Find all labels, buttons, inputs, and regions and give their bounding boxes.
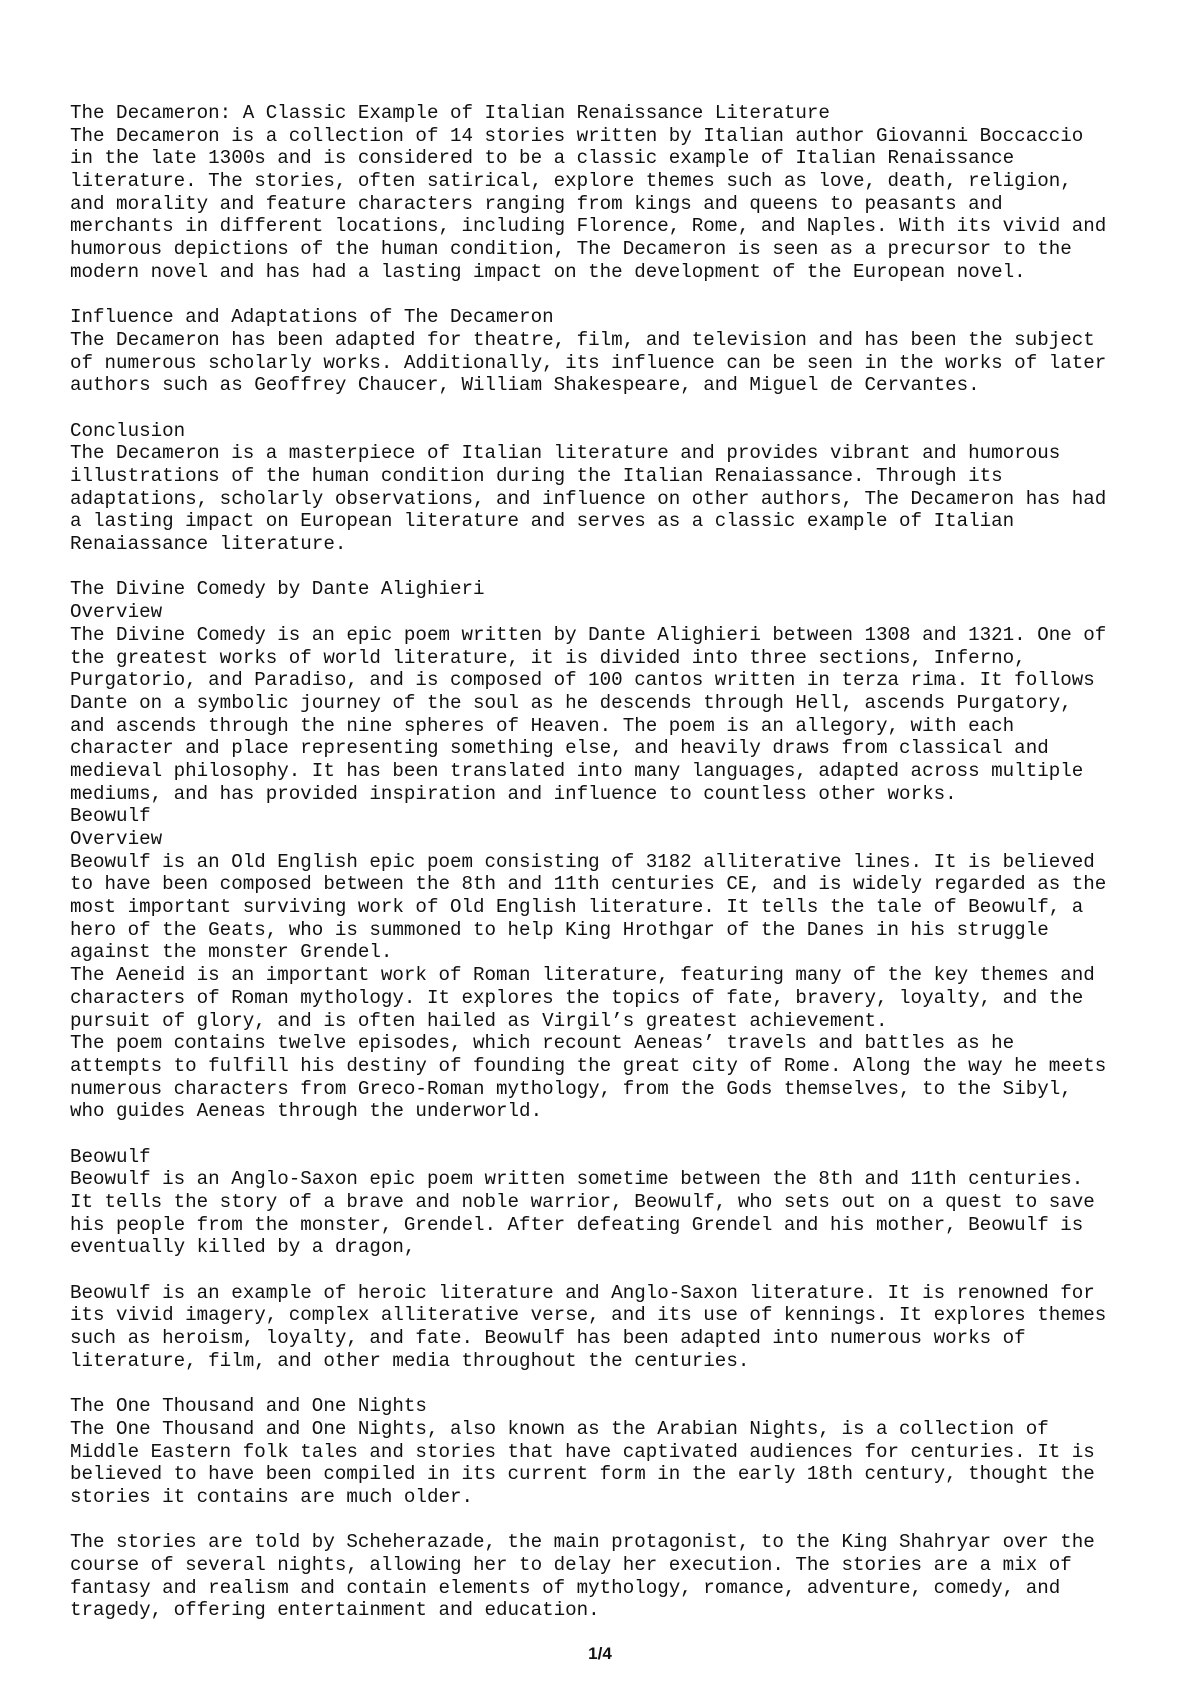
text-line: attempts to fulfill his destiny of founding the great city of Rome. Along the way he meets <box>70 1054 1107 1077</box>
text-line: course of several nights, allowing her to delay her execution. The stories are a mix of <box>70 1554 1072 1576</box>
text-line: Influence and Adaptations of The Decameron <box>70 306 554 329</box>
text-line: most important surviving work of Old English literature. It tells the tale of Beowulf, a <box>70 896 1084 919</box>
text-line: pursuit of glory, and is often hailed as Virgil’s greatest achievement. <box>70 1009 888 1032</box>
text-line: The Divine Comedy by Dante Alighieri <box>70 578 485 601</box>
blank-line <box>70 397 1150 420</box>
text-line: stories it contains are much older. <box>70 1485 474 1508</box>
text-line: literature. The stories, often satirical, explore themes such as love, death, religion, <box>70 170 1072 193</box>
text-line: The One Thousand and One Nights, also known as the Arabian Nights, is a collection of <box>70 1417 1049 1440</box>
text-line: his people from the monster, Grendel. After defeating Grendel and his mother, Beowulf is <box>70 1213 1084 1236</box>
text-line: and morality and feature characters ranging from kings and queens to peasants and <box>70 192 1003 215</box>
text-line: The One Thousand and One Nights <box>70 1395 427 1418</box>
text-line: of numerous scholarly works. Additionally, its influence can be seen in the works of later <box>70 351 1107 374</box>
text-line: Beowulf <box>70 1145 151 1168</box>
blank-line <box>70 1373 1150 1396</box>
text-line: modern novel and has had a lasting impact on the development of the European novel. <box>70 260 1026 283</box>
text-line: It tells the story of a brave and noble warrior, Beowulf, who sets out on a quest to save <box>70 1191 1095 1213</box>
text-line: believed to have been compiled in its current form in the early 18th century, thought the <box>70 1463 1095 1486</box>
blank-line <box>70 1259 1150 1282</box>
text-line: the greatest works of world literature, it is divided into three sections, Inferno, <box>70 646 1026 669</box>
text-line: authors such as Geoffrey Chaucer, William Shakespeare, and Miguel de Cervantes. <box>70 374 980 397</box>
text-line: Beowulf is an example of heroic literature and Anglo-Saxon literature. It is renowned for <box>70 1281 1095 1304</box>
text-line: numerous characters from Greco-Roman mythology, from the Gods themselves, to the Sibyl, <box>70 1077 1072 1100</box>
text-line: a lasting impact on European literature and serves as a classic example of Italian <box>70 510 1015 533</box>
text-line: humorous depictions of the human condition, The Decameron is seen as a precursor to the <box>70 238 1072 261</box>
text-line: Purgatorio, and Paradiso, and is composed of 100 cantos written in terza rima. It follows <box>70 669 1095 692</box>
text-line: Overview <box>70 601 163 624</box>
text-line: The stories are told by Scheherazade, the main protagonist, to the King Shahryar over the <box>70 1531 1095 1554</box>
text-line: merchants in different locations, including Florence, Rome, and Naples. With its vivid and <box>70 215 1107 238</box>
page-number: 1/4 <box>588 1644 612 1663</box>
text-line: hero of the Geats, who is summoned to help King Hrothgar of the Danes in his struggle <box>70 918 1049 941</box>
text-line: Renaiassance literature. <box>70 533 347 556</box>
text-line: mediums, and has provided inspiration and influence to countless other works. <box>70 782 957 805</box>
text-line: tragedy, offering entertainment and education. <box>70 1599 600 1622</box>
text-line: The Decameron is a collection of 14 stories written by Italian author Giovanni Boccaccio <box>70 124 1084 147</box>
text-line: literature, film, and other media throughout the centuries. <box>70 1349 750 1372</box>
text-line: illustrations of the human condition during the Italian Renaiassance. Through its <box>70 465 1003 487</box>
text-line: and ascends through the nine spheres of Heaven. The poem is an allegory, with each <box>70 714 1015 737</box>
text-line: Beowulf is an Anglo-Saxon epic poem written sometime between the 8th and 11th centuries. <box>70 1168 1084 1191</box>
text-line: its vivid imagery, complex alliterative verse, and its use of kennings. It explores themes <box>70 1304 1107 1327</box>
text-line: eventually killed by a dragon, <box>70 1236 416 1259</box>
text-line: fantasy and realism and contain elements of mythology, romance, adventure, comedy, and <box>70 1576 1061 1599</box>
document-body <box>70 102 1150 1622</box>
blank-line <box>70 1123 1150 1146</box>
text-line: The Decameron has been adapted for theatre, film, and television and has been the subject <box>70 328 1095 351</box>
text-line: Beowulf <box>70 805 151 828</box>
text-line: character and place representing something else, and heavily draws from classical and <box>70 737 1049 760</box>
text-line: Middle Eastern folk tales and stories that have captivated audiences for centuries. It is <box>70 1440 1095 1463</box>
text-line: such as heroism, loyalty, and fate. Beowulf has been adapted into numerous works of <box>70 1327 1026 1350</box>
text-line: characters of Roman mythology. It explores the topics of fate, bravery, loyalty, and the <box>70 986 1084 1009</box>
blank-line <box>70 284 1150 307</box>
text-line: against the monster Grendel. <box>70 941 393 964</box>
text-line: Dante on a symbolic journey of the soul as he descends through Hell, ascends Purgatory, <box>70 691 1072 714</box>
text-line: medieval philosophy. It has been translated into many languages, adapted across multiple <box>70 759 1084 782</box>
text-line: in the late 1300s and is considered to be a classic example of Italian Renaissance <box>70 147 1015 170</box>
blank-line <box>70 1509 1150 1532</box>
text-line: The Decameron is a masterpiece of Italian literature and provides vibrant and humorous <box>70 442 1061 465</box>
text-line: The Decameron: A Classic Example of Italian Renaissance Literature <box>70 102 830 124</box>
text-line: The poem contains twelve episodes, which recount Aeneas’ travels and battles as he <box>70 1032 1015 1055</box>
blank-line <box>70 556 1150 579</box>
text-line: who guides Aeneas through the underworld. <box>70 1100 543 1123</box>
text-line: to have been composed between the 8th and 11th centuries CE, and is widely regarded as the <box>70 873 1107 896</box>
text-line: Overview <box>70 828 163 850</box>
text-line: adaptations, scholarly observations, and influence on other authors, The Decameron has had <box>70 487 1107 510</box>
text-line: Beowulf is an Old English epic poem consisting of 3182 alliterative lines. It is believed <box>70 850 1095 873</box>
text-line: The Aeneid is an important work of Roman literature, featuring many of the key themes and <box>70 964 1095 987</box>
text-line: The Divine Comedy is an epic poem written by Dante Alighieri between 1308 and 1321. One of <box>70 623 1107 646</box>
text-line: Conclusion <box>70 419 186 442</box>
